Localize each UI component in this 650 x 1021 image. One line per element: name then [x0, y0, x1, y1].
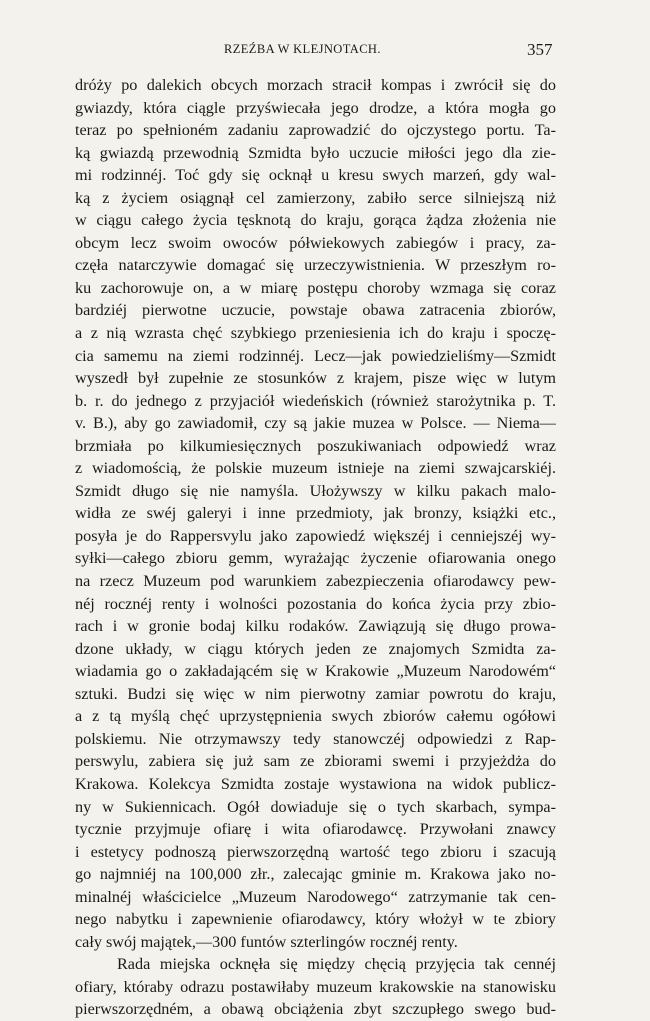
text-line: dróży po dalekich obcych morzach stracił kompas i zwrócił się do	[75, 76, 556, 94]
text-line: posyła je do Rappersvylu jako zapowiedź większéj i cenniejszéj wy-	[75, 526, 556, 545]
text-line: nego nabytku i zapewnienie ofiarodawcy, który włożył w te zbiory	[75, 910, 556, 929]
text-line: z wiadomością, że polskie muzeum istnieje na ziemi szwajcarskiéj.	[75, 459, 556, 478]
text-line: Krakowa. Kolekcya Szmidta zostaje wystawiona na widok publicz-	[75, 774, 556, 793]
text-line: a z tą myślą chęć uprzystępnienia swych zbiorów całemu ogółowi	[75, 707, 556, 726]
text-line: minalnéj właścicielce „Muzeum Narodowego“ zatrzymanie tak cen-	[75, 887, 556, 906]
text-line: ny w Sukiennicach. Ogół dowiaduje się o tych skarbach, sympa-	[75, 797, 556, 816]
text-line: ku zachorowuje on, a w miarę postępu choroby wzmaga się coraz	[75, 278, 556, 297]
text-line: w ciągu całego życia tęsknotą do kraju, gorąca żądza złożenia nie	[75, 211, 556, 230]
text-line-paragraph-start: Rada miejska ocknęła się między chęcią przyjęcia tak cennéj	[117, 955, 556, 974]
text-line: ofiary, któraby odrazu postawiłaby muzeum krakowskie na stanowisku	[75, 977, 556, 996]
text-line: ką z życiem osiągnął cel zamierzony, zabiło serce silniejszą niż	[75, 188, 556, 207]
body-text	[75, 74, 556, 1021]
text-line: wiadamia go o zakładającém się w Krakowie „Muzeum Narodowém“	[75, 662, 556, 681]
text-line: teraz po spełnioném zadaniu zaprowadzić do ojczystego portu. Ta-	[75, 121, 556, 140]
text-line: ką gwiazdą przewodnią Szmidta było uczucie miłości jego dla zie-	[75, 143, 556, 162]
text-line: gwiazdy, która ciągle przyświecała jego drodze, a która mogła go	[75, 98, 556, 117]
text-line-paragraph-end: cały swój majątek,—300 funtów szterlingów rocznéj renty.	[75, 932, 458, 951]
text-line: go najmniéj na 100,000 złr., zalecając gminie m. Krakowa jako no-	[75, 865, 556, 884]
text-line: néj rocznéj renty i wolności pozostania do końca życia przy zbio-	[75, 594, 556, 613]
text-line: dzone układy, w ciągu których jeden ze znajomych Szmidta za-	[75, 639, 556, 658]
text-line: syłki—całego zbioru gemm, wyrażając życzenie ofiarowania onego	[75, 549, 556, 568]
text-line: bardziéj pierwotne uczucie, powstaje obawa zatracenia zbiorów,	[75, 301, 556, 320]
text-line: Szmidt długo się nie namyśla. Ułożywszy w kilku pakach malo-	[75, 481, 556, 500]
text-line: polskiemu. Nie otrzymawszy tedy stanowczéj odpowiedzi z Rap-	[75, 729, 556, 748]
text-line: widła ze swéj galeryi i inne przedmioty, jak bronzy, książki etc.,	[75, 504, 556, 523]
text-line: a z nią wzrasta chęć szybkiego przeniesienia ich do kraju i spoczę-	[75, 324, 556, 343]
text-line: obcym lecz swoim owoców półwiekowych zabiegów i pracy, za-	[75, 233, 556, 252]
text-line: sztuki. Budzi się więc w nim pierwotny zamiar powrotu do kraju,	[75, 684, 556, 703]
text-line: i estetycy podnoszą pierwszorzędną wartość tego zbioru i szacują	[75, 842, 556, 861]
text-line: częła natarczywie domagać się urzeczywistnienia. W przeszłym ro-	[75, 256, 556, 275]
text-line: cia samemu na ziemi rodzinnéj. Lecz—jak powiedzieliśmy—Szmidt	[75, 346, 556, 365]
text-line: na rzecz Muzeum pod warunkiem zabezpieczenia ofiarodawcy pew-	[75, 572, 556, 591]
text-line: pierwszorzędném, a obawą obciążenia zbyt szczupłego swego bud-	[75, 1000, 556, 1019]
text-line: brzmiała po kilkumiesięcznych poszukiwaniach odpowiedź wraz	[75, 436, 556, 455]
text-line: mi rodzinnéj. Toć gdy się ocknął u kresu swych marzeń, gdy wal-	[75, 166, 556, 185]
text-line: b. r. do jednego z przyjaciół wiedeńskich (również starożytnika p. T.	[75, 391, 556, 410]
page-number: 357	[527, 40, 553, 59]
text-line: perswylu, zabiera się już sam ze zbiorami swemi i przyjeżdża do	[75, 752, 556, 771]
running-title: RZEŹBA W KLEJNOTACH.	[224, 42, 381, 56]
text-line: wyszedł był zupełnie ze stosunków z krajem, pisze więc w lutym	[75, 369, 556, 388]
text-line: rach i w gronie bodaj kilku rodaków. Zawiązują się długo prowa-	[75, 617, 556, 636]
text-line: v. B.), aby go zawiadomił, czy są jakie muzea w Polsce. — Niema—	[75, 414, 556, 433]
text-line: tycznie przyjmuje ofiarę i wita ofiarodawcę. Przywołani znawcy	[75, 820, 556, 839]
